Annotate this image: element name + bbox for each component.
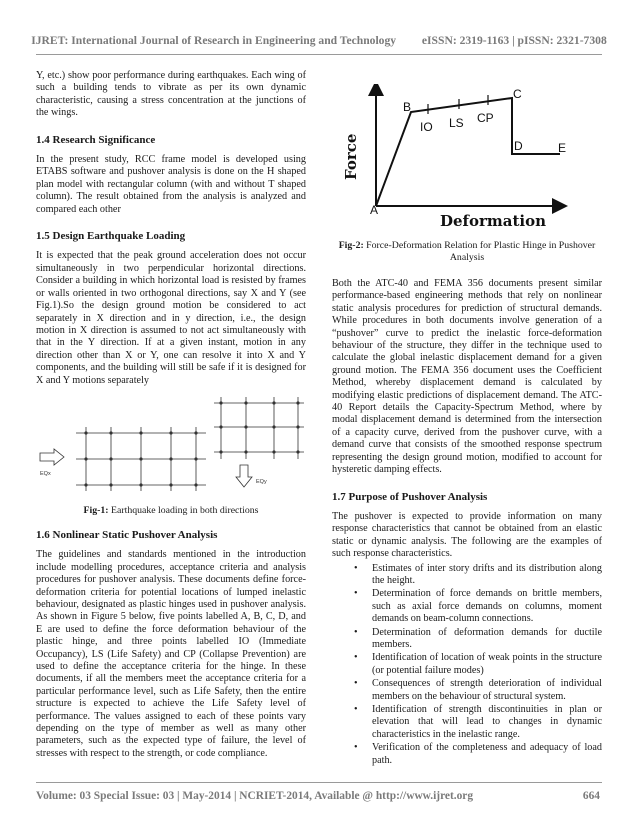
running-header xyxy=(0,34,638,47)
pushover-analysis-text: The guidelines and standards mentioned in the introduction include modelling procedures, acceptance criteria and analysis procedures for pushover analysis. These documents define force-deformation criteria for potential locations of lumped inelastic behaviour, designated as plastic hinges used in pushover analysis. As shown in Figure 5 below, five points labelled A, B, C, D, and E are used to define the force deformation behaviour of the plastic hinge, and three points labelled IO (Immediate Occupancy), LS (Life Safety) and CP (Collapse Prevention) are used to define the acceptance criteria for the hinge. In these documents, if all the members meet the acceptance criteria for a particular performance level, such as Life Safety, then the entire structure is expected to achieve the Life Safety level of performance. The values assigned to each of these points vary depending on the type of member as well as many other parameters, such as the expected type of failure, the level of stresses with respect to the strength, or code compliance. xyxy=(36,549,306,759)
list-item: • Identification of location of weak points in the structure (or potential failure modes) xyxy=(372,652,602,677)
heading-1-4: 1.4 Research Significance xyxy=(36,133,156,146)
level-ls: LS xyxy=(449,116,464,130)
purpose-text: The pushover is expected to provide information on many response characteristics that cannot be obtained from an elastic static or dynamic analysis. The following are the examples of such response characteristics. xyxy=(332,510,602,560)
point-b: B xyxy=(403,100,412,114)
figure-2-force-deformation-diagram xyxy=(332,84,602,232)
eqx-label: EQx xyxy=(40,470,51,477)
point-d: D xyxy=(514,139,523,153)
issn: eISSN: 2319-1163 | pISSN: 2321-7308 xyxy=(421,34,607,47)
eqx-arrow-icon xyxy=(40,449,64,465)
research-significance-text: In the present study, RCC frame model is developed using ETABS software and pushover analysis is done on the H shaped plan model with rectangular column (with and without T shaped column). The result obtained from the analysis is analyzed and compared each other xyxy=(36,154,306,215)
point-a: A xyxy=(370,203,379,217)
journal-title: IJRET: International Journal of Research in Engineering and Technology xyxy=(31,34,397,47)
list-item: • Estimates of inter story drifts and its distribution along the height. xyxy=(372,563,602,588)
figure-2-caption xyxy=(332,240,602,264)
list-item: • Determination of force demands on brittle members, such as axial force demands on columns, moment demands on beam-column connections. xyxy=(372,588,602,625)
point-e: E xyxy=(558,141,567,155)
x-axis-label: Deformation xyxy=(440,212,547,230)
list-item: • Determination of deformation demands for ductile members. xyxy=(372,627,602,652)
y-axis-label: Force xyxy=(342,133,360,180)
heading-1-6: 1.6 Nonlinear Static Pushover Analysis xyxy=(36,528,218,541)
figure-2-caption-text: Force-Deformation Relation for Plastic Hinge in Pushover Analysis xyxy=(363,240,596,263)
footer-text: Volume: 03 Special Issue: 03 | May-2014 | NCRIET-2014, Available @ http://www.ijret.org xyxy=(36,790,474,802)
figure-1-grid-diagram xyxy=(36,397,306,497)
figure-1-caption xyxy=(36,505,306,517)
eqy-label: EQy xyxy=(256,478,267,485)
heading-1-7: 1.7 Purpose of Pushover Analysis xyxy=(332,490,488,503)
atc-fema-paragraph: Both the ATC-40 and FEMA 356 documents present similar performance-based engineering methods that rely on nonlinear static analysis procedures for prediction of structural demands. While procedures in both documents involve generation of a “pushover” curve to predict the inelastic force-deformation behaviour of the structure, they differ in the technique used to calculate the global inelastic displacement demand for a given ground motion. The FEMA 356 document uses the Coefficient Method, whereby displacement demand is calculated by modifying elastic predictions of displacement demand. The ATC-40 Report details the Capacity-Spectrum Method, where by modal displacement demand is determined from the intersection of a capacity curve, derived from the pushover curve, with a demand curve that consists of the smoothed response spectrum representing the design ground motion, modified to account for hysteretic damping effects. xyxy=(332,278,602,476)
force-deformation-curve xyxy=(376,98,560,206)
figure-2-label: Fig-2: xyxy=(338,240,364,251)
level-cp: CP xyxy=(477,111,494,125)
list-item: • Verification of the completeness and adequacy of load path. xyxy=(372,742,602,767)
list-item: • Identification of strength discontinuities in plan or elevation that will lead to changes in dynamic characteristics in the inelastic range. xyxy=(372,704,602,741)
footer-rule xyxy=(36,782,602,783)
figure-1-caption-text: Earthquake loading in both directions xyxy=(108,504,259,516)
right-column xyxy=(332,84,602,768)
point-c: C xyxy=(513,87,522,101)
left-column xyxy=(36,70,306,760)
eqy-arrow-icon xyxy=(236,465,252,487)
level-io: IO xyxy=(420,120,433,134)
header-rule xyxy=(36,54,602,55)
list-item: • Consequences of strength deterioration of individual members on the behaviour of structural system. xyxy=(372,678,602,703)
page-number: 664 xyxy=(582,790,600,802)
figure-1-label: Fig-1: xyxy=(83,504,109,516)
intro-paragraph: Y, etc.) show poor performance during earthquakes. Each wing of such a building tends to vibrate as per its own dynamic characteristic, causing a stress concentration at the junctions of the wings. xyxy=(36,70,306,119)
heading-1-5: 1.5 Design Earthquake Loading xyxy=(36,230,186,243)
purpose-bullet-list xyxy=(332,563,602,768)
running-footer xyxy=(36,790,602,802)
earthquake-loading-text: It is expected that the peak ground acceleration does not occur simultaneously in two perpendicular horizontal directions. Consider a building in which horizontal load is resisted by frames or walls oriented in two orthogonal directions, say X and Y (see Fig.1).So the design ground motion be considered to act separately in X direction and in y direction, i.e., the design motion in X direction is assumed to not act simultaneously with that in the Y direction. If at a given instant, motion in any direction other than X or Y, one can resolve it into X and Y components, and the building will still be safe if it is designed for X and Y motions separately xyxy=(36,250,306,386)
grid-plan-y xyxy=(214,397,304,459)
